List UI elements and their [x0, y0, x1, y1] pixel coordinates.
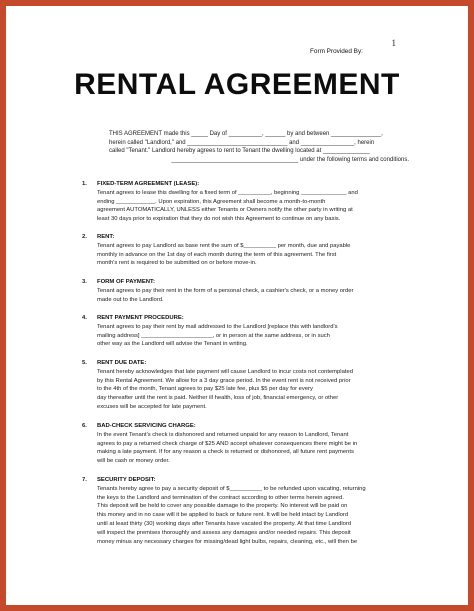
section-line: excuses will be accepted for late payment. [97, 403, 207, 410]
section-number: 1. [82, 181, 87, 187]
section-body [97, 287, 415, 305]
section-number: 2. [82, 234, 87, 240]
form-provided-by: Form Provided By: [310, 48, 363, 55]
section-heading: RENT: [97, 234, 115, 240]
document-page [6, 6, 468, 605]
section-line: day thereafter until the rent is paid. Neither ill health, loss of job, financial emergency, or other [97, 395, 339, 402]
section-line: Tenant hereby acknowledges that late payment will cause Landlord to incur costs not contemplated [97, 368, 353, 375]
section-number: 3. [82, 279, 87, 285]
section-line: ending ____________. Upon expiration, this Agreement shall become a month-to-month [97, 198, 326, 205]
section-line: to the 4th of the month, Tenant agrees to pay $25 late fee, plus $5 per day for every [97, 386, 313, 393]
section-line: money minus any necessary charges for missing/dead light bulbs, repairs, cleaning, etc., will then be [97, 538, 358, 545]
section-body [97, 368, 415, 412]
section-line: Tenants hereby agree to pay a security deposit of $__________ to be refunded upon vacating, returning [97, 485, 366, 492]
section-heading: BAD-CHECK SERVICING CHARGE: [97, 423, 196, 429]
section-line: until at least thirty (30) working days after Tenants have vacated the property. At that time Landlord [97, 520, 352, 527]
section-bad-check [82, 422, 415, 466]
intro-line: ______________________________________ under the following terms and conditions. [171, 157, 409, 164]
section-line: will be cash or money order. [97, 458, 170, 465]
section-security-deposit [82, 476, 415, 546]
section-line: monthly in advance on the 1st day of each month during the term of this agreement. The first [97, 251, 337, 258]
section-line: mailing address] ______________________, or in person at the same address, or in such [97, 332, 330, 339]
section-body [97, 431, 415, 466]
section-rent-due-date [82, 359, 415, 412]
section-number: 6. [82, 423, 87, 429]
section-heading: RENT DUE DATE: [97, 360, 147, 366]
section-line: making a late payment. If for any reason a check is returned or dishonored, all future rent payments [97, 449, 354, 456]
section-rent-payment-procedure [82, 314, 415, 349]
section-body [97, 323, 415, 349]
section-line: by this Rental Agreement. We allow for a 3 day grace period. In the event rent is not received prior [97, 377, 351, 384]
intro-line: herein called "Landlord," and ______________________________ and ________________, herein [109, 139, 375, 146]
section-line: Tenant agrees to pay their rent by mail addressed to the Landlord [replace this with landlord's [97, 323, 338, 330]
section-body [97, 189, 415, 224]
section-number: 7. [82, 477, 87, 483]
section-line: made out to the Landlord. [97, 296, 164, 303]
intro-line: THIS AGREEMENT made this _____ Day of __________, ______ by and between _______________, [109, 131, 383, 137]
section-heading: FORM OF PAYMENT: [97, 279, 155, 285]
section-rent [82, 233, 415, 268]
section-line: least 30 days prior to expiration that they do not wish this Agreement to continue on any basis. [97, 216, 341, 223]
section-line: Tenant agrees to lease this dwelling for a fixed term of __________, beginning ______________ and [97, 189, 358, 196]
page-number: 1 [391, 38, 396, 48]
section-line: This deposit will be held to cover any possible damage to the property. No interest will be paid on [97, 503, 348, 510]
section-line: the keys to the Landlord and termination of the contract according to other terms herein agreed. [97, 494, 344, 501]
section-form-of-payment [82, 278, 415, 304]
section-line: will inspect the premises thoroughly and assess any damages and/or needed repairs. This deposit [97, 529, 351, 536]
section-line: Tenant agrees to pay their rent in the form of a personal check, a cashier's check, or a money order [97, 287, 354, 294]
intro-line: called "Tenant." Landlord hereby agrees to rent to Tenant the dwelling located at ______________ [109, 148, 370, 155]
section-line: other way as the Landlord will advise the Tenant in writing. [97, 341, 248, 348]
section-body [97, 242, 415, 268]
section-line: this money and in no case will it be applied to back or future rent. It will be held intact by Landlord [97, 512, 349, 519]
section-number: 5. [82, 360, 87, 366]
section-line: In the event Tenant's check is dishonored and returned unpaid for any reason to Landlord, Tenant [97, 431, 349, 438]
section-line: Tenant agrees to pay Landlord as base rent the sum of $__________ per month, due and payable [97, 242, 351, 249]
section-body [97, 485, 415, 547]
section-line: agreement AUTOMATICALLY, UNLESS either Tenants or Owners notify the other party in writing at [97, 207, 353, 214]
section-line: month's rent is required to be submitted on or before move-in. [97, 260, 257, 267]
document-title: RENTAL AGREEMENT [74, 68, 400, 101]
section-heading: SECURITY DEPOSIT: [97, 477, 156, 483]
intro-paragraph [109, 130, 409, 165]
section-line: agrees to pay a returned check charge of $25 AND accept whatever consequences there might be in [97, 440, 358, 447]
section-fixed-term [82, 180, 415, 224]
section-heading: FIXED-TERM AGREEMENT (LEASE): [97, 181, 200, 187]
section-number: 4. [82, 315, 87, 321]
section-heading: RENT PAYMENT PROCEDURE: [97, 315, 184, 321]
